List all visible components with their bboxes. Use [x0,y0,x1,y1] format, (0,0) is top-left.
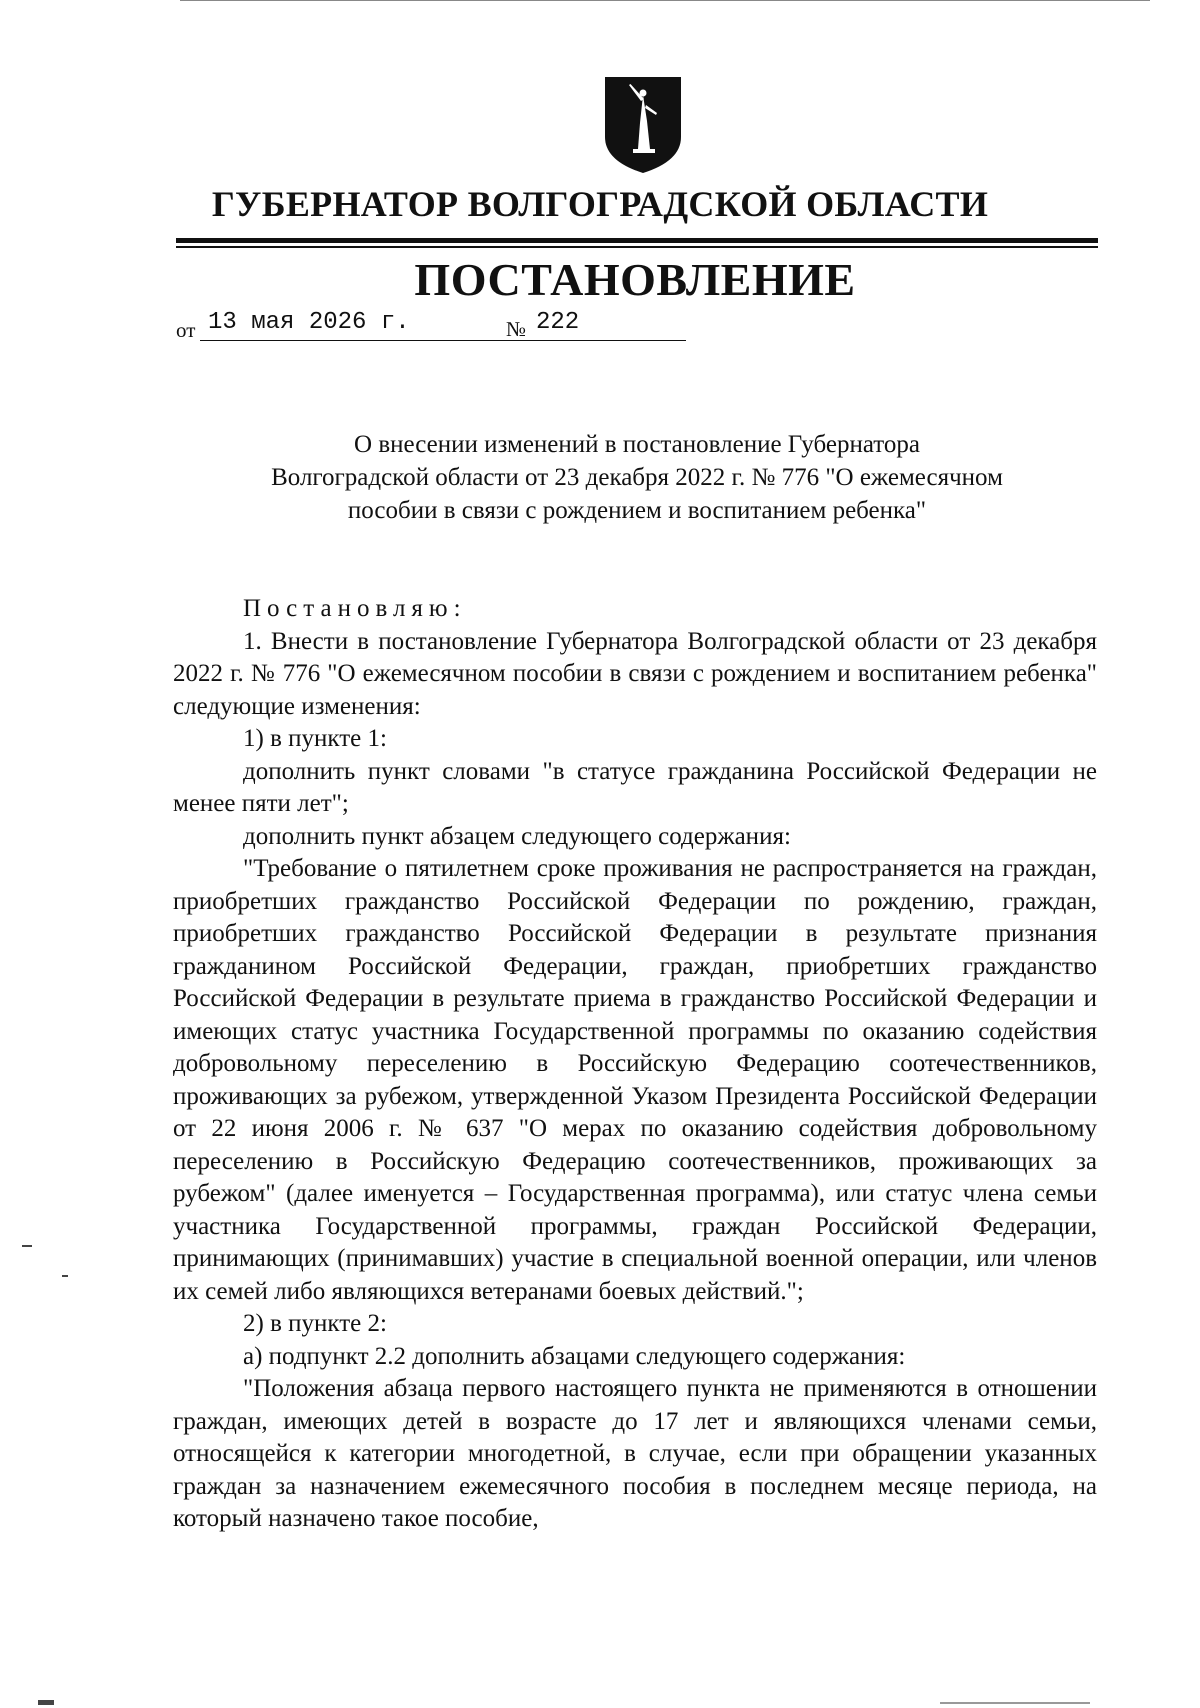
scan-artifact [62,1275,68,1277]
date-value: 13 мая 2026 г. [208,309,410,336]
number-value: 222 [536,309,580,336]
body-paragraph: 1. Внести в постановление Губернатора Волгоградской области от 23 декабря 2022 г. № 776 "О ежемесячном пособии в связи с рождением и воспитанием ребенка" следующие изменения: [173,627,1097,720]
document-subject [176,428,1098,527]
body-paragraph: дополнить пункт абзацем следующего содержания: [243,822,791,850]
scan-artifact [22,1245,32,1247]
issuing-authority: ГУБЕРНАТОР ВОЛГОГРАДСКОЙ ОБЛАСТИ [211,184,989,224]
document-type: ПОСТАНОВЛЕНИЕ [414,254,856,305]
subject-line: О внесении изменений в постановление Губернатора [354,431,920,458]
scan-artifact [940,1702,1090,1704]
number-field [531,309,686,341]
body-paragraph: дополнить пункт словами "в статусе гражданина Российской Федерации не менее пяти лет"; [173,757,1097,817]
body-paragraph: "Требование о пятилетнем сроке проживания не распространяется на граждан, приобретших гражданство Российской Федерации по рождению, граждан, приобретших гражданство Российской Федерации в результате признания гражданином Российской Федерации, граждан, приобретших гражданство Российской Федерации в результате приема в гражданство Российской Федерации и имеющих статус участника Государственной программы по оказанию содействия добровольному переселению в Российскую Федерацию соотечественников, проживающих за рубежом, утвержденной Указом Президента Российской Федерации от 22 июня 2006 г. № 637 "О мерах по оказанию содействия добровольному переселению в Российскую Федерацию соотечественников, проживающих за рубежом" (далее именуется – Государственная программа), или статус члена семьи участника Государственной программы, граждан Российской Федерации, принимающих (принимавших) участие в специальной военной операции, или членов их семей либо являющихся ветеранами боевых действий."; [173,855,1097,1305]
header-rule-thick [176,238,1098,243]
body-paragraph: 1) в пункте 1: [243,725,387,752]
subject-line: пособии в связи с рождением и воспитанием ребенка" [347,497,927,524]
header-rule-thin [176,246,1098,248]
date-prefix: от [176,318,196,342]
decree-statement: Постановляю: [243,595,467,622]
number-prefix: № [506,317,527,341]
body-paragraph: "Положения абзаца первого настоящего пункта не применяются в отношении граждан, имеющих детей в возрасте до 17 лет и являющихся членами семьи, относящейся к категории многодетной, в случае, если при обращении указанных граждан за назначением ежемесячного пособия в последнем месяце периода, на который назначено такое пособие, [173,1375,1097,1532]
body-paragraph: а) подпункт 2.2 дополнить абзацами следующего содержания: [243,1342,906,1370]
volgograd-emblem-icon [603,75,683,175]
body-paragraph: 2) в пункте 2: [243,1310,387,1337]
scan-top-edge [180,0,1150,1]
document-body [173,593,1097,1536]
scan-artifact [38,1700,54,1705]
subject-line: Волгоградской области от 23 декабря 2022 г. № 776 "О ежемесячном [271,464,1003,491]
